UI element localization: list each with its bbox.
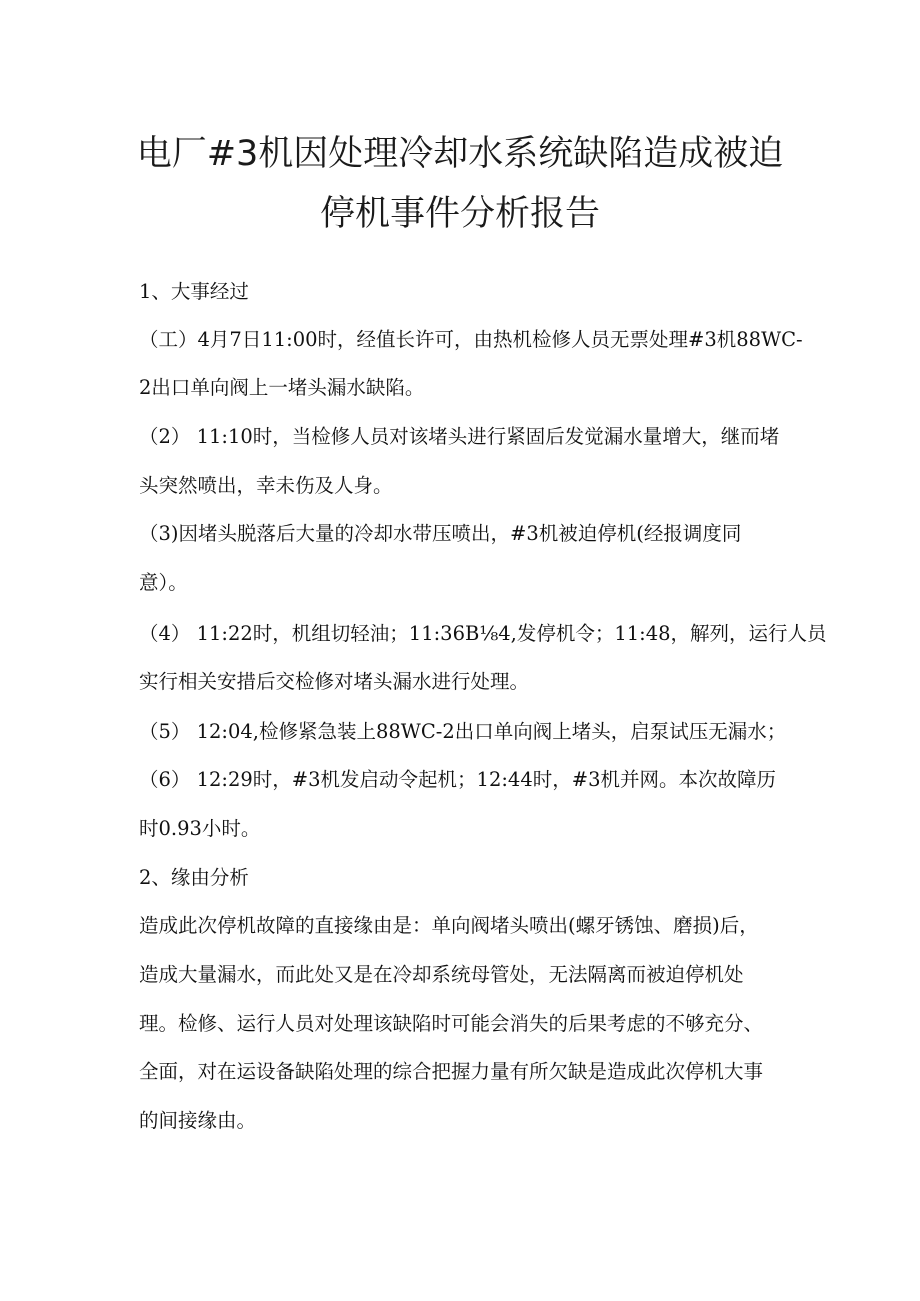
section-heading-events: 1、大事经过 [139, 280, 249, 303]
paragraph-line: 全面，对在运设备缺陷处理的综合把握力量有所欠缺是造成此次停机大事 [139, 1060, 764, 1083]
paragraph-line: 造成大量漏水，而此处又是在冷却系统母管处，无法隔离而被迫停机处 [139, 963, 744, 986]
paragraph-line: （工）4月7日11:00时，经值长许可，由热机检修人员无票处理#3机88WC- [139, 328, 803, 351]
paragraph-line: 理。检修、运行人员对处理该缺陷时可能会消失的后果考虑的不够充分、 [139, 1012, 764, 1035]
paragraph-line: 造成此次停机故障的直接缘由是：单向阀堵头喷出(螺牙锈蚀、磨损)后， [139, 914, 759, 937]
paragraph-line: 意）。 [139, 571, 188, 594]
paragraph-line: （6） 12:29时，#3机发启动令起机；12:44时，#3机并网。本次故障历 [139, 768, 776, 791]
paragraph-line: 实行相关安措后交检修对堵头漏水进行处理。 [139, 670, 530, 693]
paragraph-line: 2出口单向阀上一堵头漏水缺陷。 [139, 376, 425, 399]
document-title-line-1: 电厂#3机因处理冷却水系统缺陷造成被迫 [136, 134, 784, 174]
paragraph-line: （2） 11:10时，当检修人员对该堵头进行紧固后发觉漏水量增大，继而堵 [139, 425, 780, 448]
document-title-line-2: 停机事件分析报告 [319, 194, 600, 234]
paragraph-line: （4） 11:22时，机组切轻油；11:36B⅛4,发停机令；11:48，解列，运行人员 [139, 622, 827, 645]
paragraph-line: （3)因堵头脱落后大量的冷却水带压喷出，#3机被迫停机(经报调度同 [139, 522, 742, 545]
section-heading-cause-analysis: 2、缘由分析 [139, 866, 249, 889]
paragraph-line: 头突然喷出，幸未伤及人身。 [139, 474, 393, 497]
paragraph-line: （5） 12:04,检修紧急装上88WC-2出口单向阀上堵头，启泵试压无漏水； [139, 720, 787, 743]
paragraph-line: 时0.93小时。 [139, 817, 261, 840]
paragraph-line: 的间接缘由。 [139, 1109, 257, 1132]
